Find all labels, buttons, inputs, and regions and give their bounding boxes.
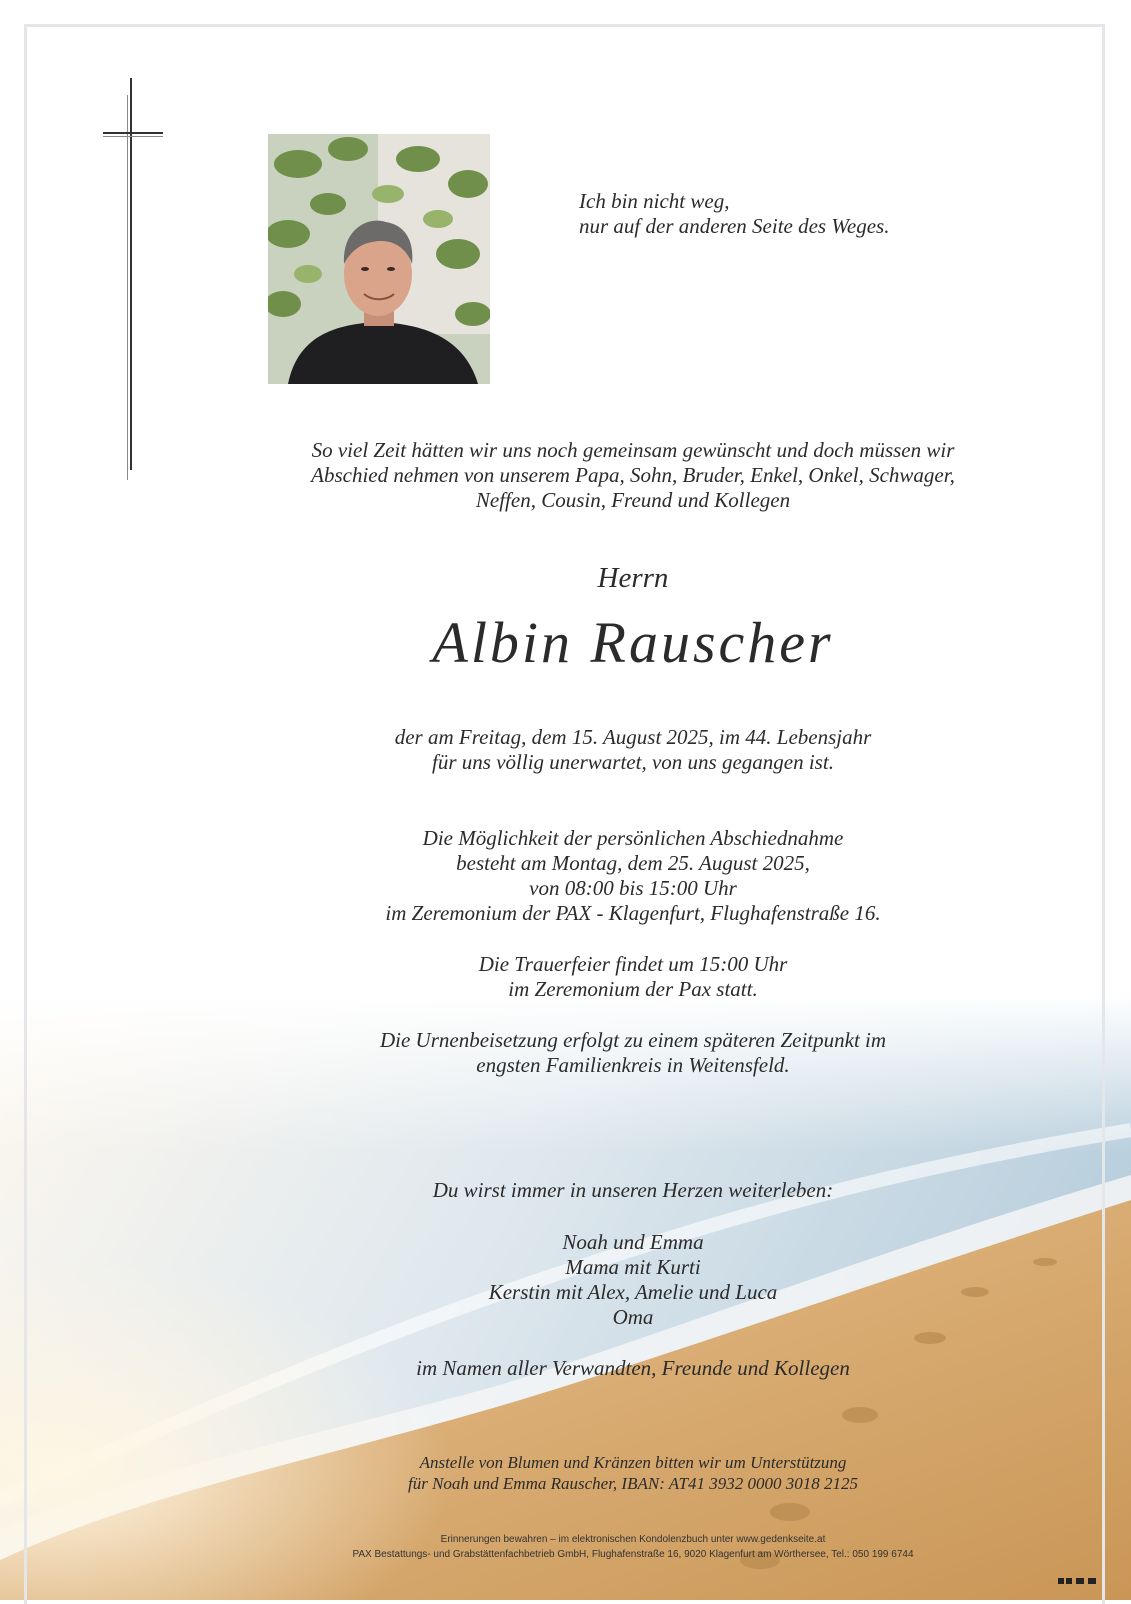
deceased-name: Albin Rauscher [432, 610, 834, 675]
intro-text [200, 438, 1066, 513]
cross-bar-shadow [103, 136, 163, 137]
mourner: Noah und Emma [562, 1230, 704, 1254]
burial-details [233, 1028, 1033, 1078]
company-info-line: PAX Bestattungs- und Grabstättenfachbetrieb GmbH, Flughafenstraße 16, 9020 Klagenfurt am Wörthersee, Tel.: 050 199 6744 [352, 1549, 914, 1560]
mourners-list [233, 1230, 1033, 1330]
condolence-link-line: Erinnerungen bewahren – im elektronischen Kondolenzbuch unter www.gedenkseite.at [440, 1534, 826, 1545]
viewing-line: im Zeremonium der PAX - Klagenfurt, Flughafenstraße 16. [385, 901, 881, 925]
intro-line: Abschied nehmen von unserem Papa, Sohn, Bruder, Enkel, Onkel, Schwager, [311, 463, 955, 487]
death-notice [233, 725, 1033, 775]
pax-logo-icon [1058, 1576, 1110, 1586]
burial-line: engsten Familienkreis in Weitensfeld. [476, 1053, 790, 1077]
intro-line: Neffen, Cousin, Freund und Kollegen [475, 488, 791, 512]
portrait-photo [268, 134, 490, 384]
cross-bar [103, 132, 163, 134]
on-behalf-line: im Namen aller Verwandten, Freunde und Kollegen [416, 1356, 850, 1380]
mourner: Oma [612, 1305, 654, 1329]
cross-shadow-line [127, 95, 128, 480]
quote-line: Ich bin nicht weg, [579, 189, 730, 213]
viewing-line: Die Möglichkeit der persönlichen Abschiednahme [422, 826, 844, 850]
service-details [233, 952, 1033, 1002]
donation-line: Anstelle von Blumen und Kränzen bitten wir um Unterstützung [419, 1453, 847, 1472]
mourner: Kerstin mit Alex, Amelie und Luca [488, 1280, 778, 1304]
salutation: Herrn [597, 562, 669, 594]
footer [233, 1532, 1033, 1562]
viewing-line: von 08:00 bis 15:00 Uhr [529, 876, 737, 900]
remembrance-line: Du wirst immer in unseren Herzen weiterleben: [432, 1178, 834, 1202]
donation-line: für Noah und Emma Rauscher, IBAN: AT41 3932 0000 3018 2125 [407, 1474, 859, 1493]
intro-line: So viel Zeit hätten wir uns noch gemeinsam gewünscht und doch müssen wir [311, 438, 955, 462]
donation-request [233, 1452, 1033, 1494]
death-notice-line: der am Freitag, dem 15. August 2025, im 44. Lebensjahr [394, 725, 872, 749]
service-line: Die Trauerfeier findet um 15:00 Uhr [478, 952, 788, 976]
quote-line: nur auf der anderen Seite des Weges. [579, 214, 890, 238]
opening-quote [579, 189, 979, 239]
service-line: im Zeremonium der Pax statt. [508, 977, 758, 1001]
viewing-details [233, 826, 1033, 926]
death-notice-line: für uns völlig unerwartet, von uns gegangen ist. [432, 750, 834, 774]
burial-line: Die Urnenbeisetzung erfolgt zu einem späteren Zeitpunkt im [379, 1028, 887, 1052]
mourner: Mama mit Kurti [565, 1255, 701, 1279]
viewing-line: besteht am Montag, dem 25. August 2025, [456, 851, 810, 875]
